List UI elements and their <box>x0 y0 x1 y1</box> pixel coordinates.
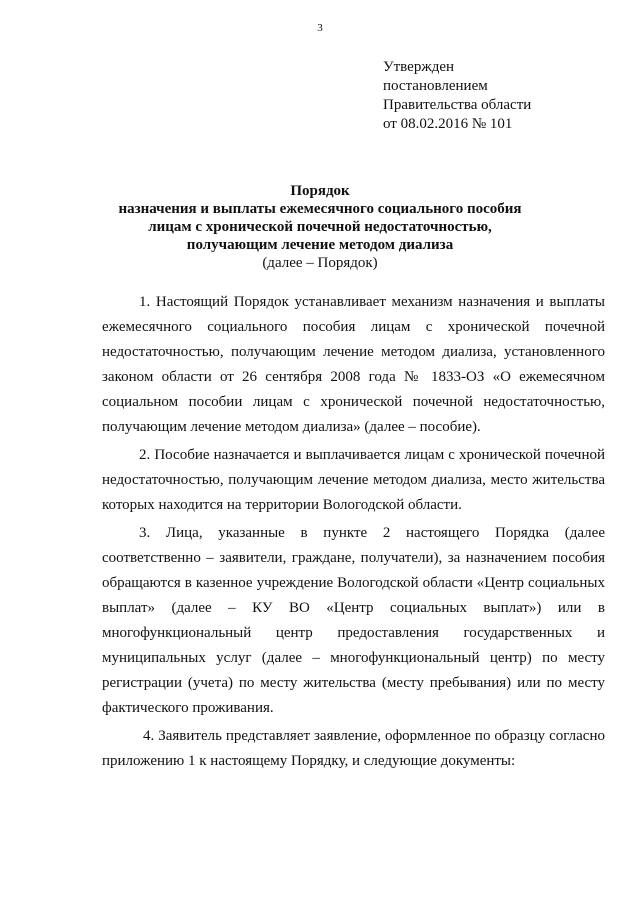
title-line-3: получающим лечение методом диализа <box>186 237 454 253</box>
approval-line-resolution: постановлением <box>383 78 488 94</box>
paragraph-1: 1. Настоящий Порядок устанавливает механизм назначения и выплаты ежемесячного социального пособия лицам с хронической почечной недостаточностью, получающим лечение методом диализа, установленного законом области от 26 сентября 2008 года № 1833-ОЗ «О ежемесячном социальном пособии лицам с хронической почечной недостаточностью, получающим лечение методом диализа» (далее – пособие). <box>102 294 605 435</box>
approval-line-government: Правительства области <box>383 97 532 113</box>
approval-line-date-number: от 08.02.2016 № 101 <box>383 116 513 132</box>
approval-line-approved: Утвержден <box>383 59 455 75</box>
paragraph-4: 4. Заявитель представляет заявление, оформленное по образцу согласно приложению 1 к настоящему Порядку, и следующие документы: <box>102 728 605 769</box>
title-line-4: (далее – Порядок) <box>262 255 378 271</box>
title-heading: Порядок <box>290 183 350 199</box>
title-line-2: лицам с хронической почечной недостаточностью, <box>148 219 492 235</box>
paragraph-3: 3. Лица, указанные в пункте 2 настоящего Порядка (далее соответственно – заявители, граждане, получатели), за назначением пособия обращаются в казенное учреждение Вологодской области «Центр социальных выплат» (далее – КУ ВО «Центр социальных выплат») или в многофункциональный центр предоставления государственных и муниципальных услуг (далее – многофункциональный центр) по месту регистрации (учета) по месту жительства (месту пребывания) или по месту фактического проживания. <box>102 525 605 716</box>
document-body <box>102 290 605 777</box>
title-line-1: назначения и выплаты ежемесячного социального пособия <box>118 201 522 217</box>
paragraph-2: 2. Пособие назначается и выплачивается лицам с хронической почечной недостаточностью, получающим лечение методом диализа, место жительства которых находится на территории Вологодской области. <box>102 447 605 513</box>
approval-stamp <box>383 58 531 134</box>
page-number: 3 <box>317 22 323 34</box>
document-title <box>0 182 640 272</box>
